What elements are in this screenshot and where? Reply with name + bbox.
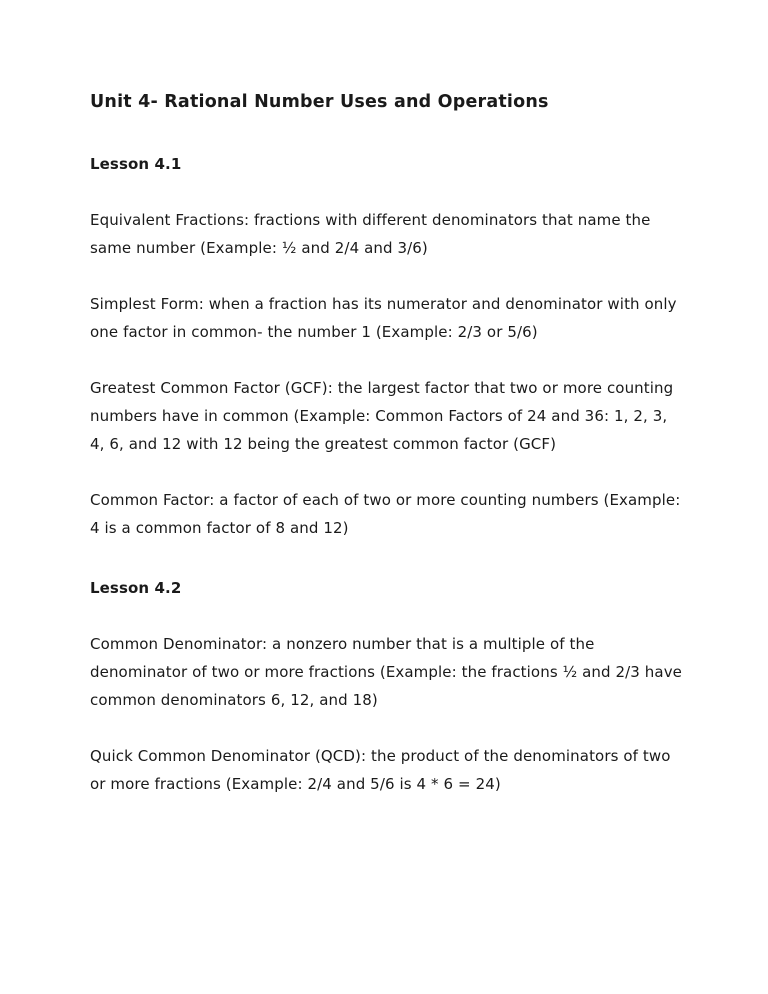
- paragraph-greatest-common-factor: Greatest Common Factor (GCF): the largest factor that two or more counting numbers have in common (Example: Common Factors of 24 and 36: 1, 2, 3, 4, 6, and 12 with 12 being the greatest common factor (GCF): [90, 379, 674, 453]
- section-heading-lesson-4-2: Lesson 4.2: [90, 579, 182, 597]
- paragraph-simplest-form: Simplest Form: when a fraction has its numerator and denominator with only one factor in common- the number 1 (Example: 2/3 or 5/6): [90, 295, 677, 341]
- section-heading-lesson-4-1: Lesson 4.1: [90, 155, 182, 173]
- paragraph-common-denominator: Common Denominator: a nonzero number that is a multiple of the denominator of two or more fractions (Example: the fractions ½ and 2/3 have common denominators 6, 12, and 18): [90, 635, 683, 709]
- document-title: Unit 4- Rational Number Uses and Operations: [90, 92, 549, 112]
- paragraph-quick-common-denominator: Quick Common Denominator (QCD): the product of the denominators of two or more fractions (Example: 2/4 and 5/6 is 4 * 6 = 24): [90, 747, 671, 793]
- paragraph-equivalent-fractions: Equivalent Fractions: fractions with different denominators that name the same number (Example: ½ and 2/4 and 3/6): [90, 211, 651, 257]
- paragraph-common-factor: Common Factor: a factor of each of two or more counting numbers (Example: 4 is a common factor of 8 and 12): [90, 491, 681, 537]
